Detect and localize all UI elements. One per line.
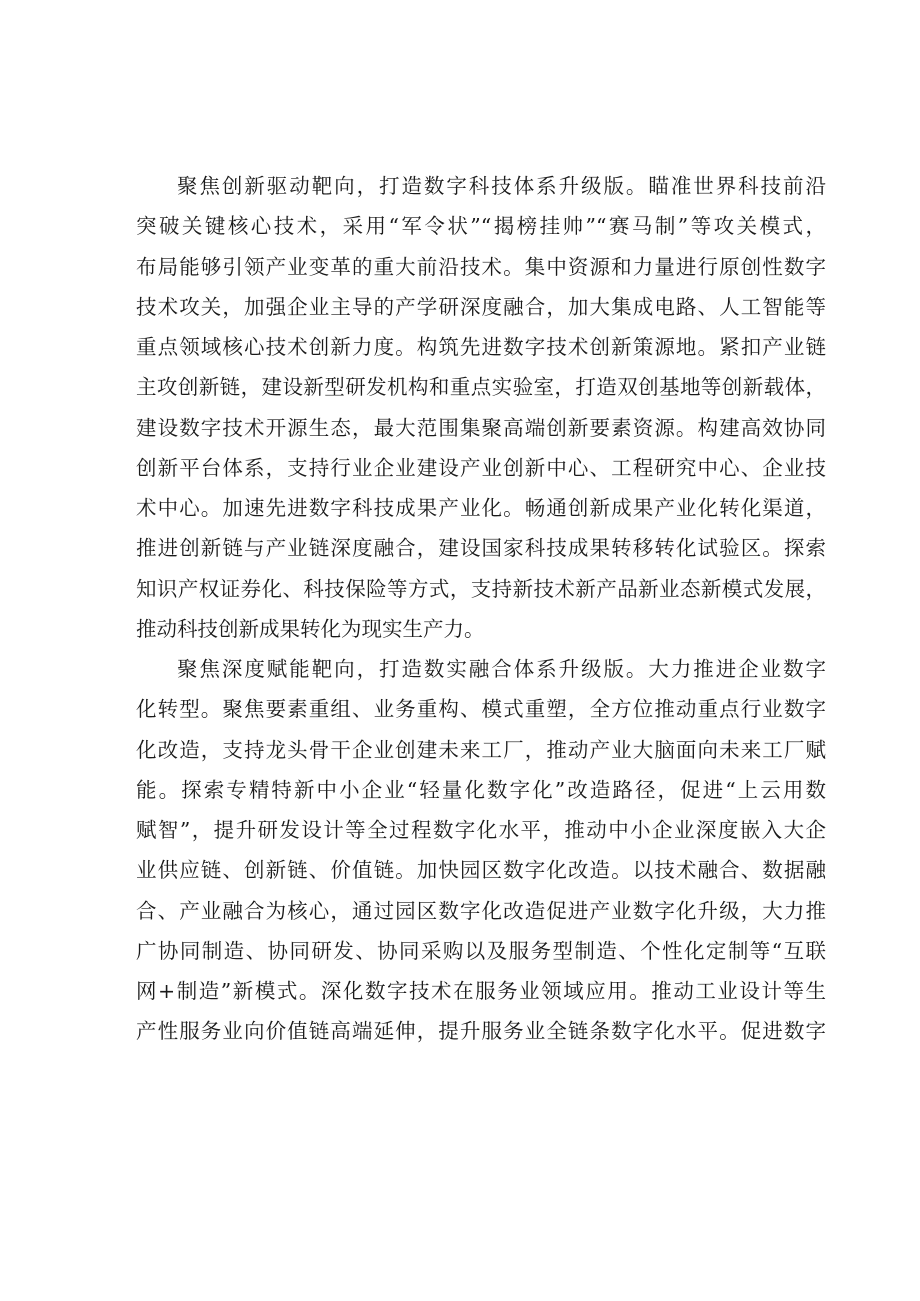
paragraph-1-line: 技术攻关，加强企业主导的产学研深度融合，加大集成电路、人工智能等 — [136, 294, 826, 319]
paragraph-2-line: 化改造，支持龙头骨干企业创建未来工厂，推动产业大脑面向未来工厂赋 — [136, 737, 826, 762]
paragraph-1-line: 重点领域核心技术创新力度。构筑先进数字技术创新策源地。紧扣产业链 — [136, 335, 826, 359]
paragraph-1-line: 主攻创新链，建设新型研发机构和重点实验室，打造双创基地等创新载体， — [136, 375, 826, 400]
paragraph-1-line: 知识产权证券化、科技保险等方式，支持新技术新产品新业态新模式发展， — [136, 576, 826, 601]
body-text — [136, 166, 826, 1052]
paragraph-1-line: 术中心。加速先进数字科技成果产业化。畅通创新成果产业化转化渠道， — [136, 496, 826, 520]
paragraph-1-line: 推动科技创新成果转化为现实生产力。 — [136, 616, 485, 641]
paragraph-2-line: 产性服务业向价值链高端延伸，提升服务业全链条数字化水平。促进数字 — [136, 1019, 826, 1044]
paragraph-2-line: 网+制造”新模式。深化数字技术在服务业领域应用。推动工业设计等生 — [136, 979, 826, 1003]
paragraph-2-line: 合、产业融合为核心，通过园区数字化改造促进产业数字化升级，大力推 — [136, 898, 826, 923]
paragraph-1-line: 布局能够引领产业变革的重大前沿技术。集中资源和力量进行原创性数字 — [136, 254, 826, 279]
paragraph-1-line: 推进创新链与产业链深度融合，建设国家科技成果转移转化试验区。探索 — [136, 536, 826, 561]
paragraph-2-line: 赋智”，提升研发设计等全过程数字化水平，推动中小企业深度嵌入大企 — [136, 818, 826, 842]
paragraph-2-line: 能。探索专精特新中小企业“轻量化数字化”改造路径，促进“上云用数 — [136, 777, 826, 802]
paragraph-2-line: 化转型。聚焦要素重组、业务重构、模式重塑，全方位推动重点行业数字 — [136, 697, 826, 722]
paragraph-1-line: 聚焦创新驱动靶向，打造数字科技体系升级版。瞄准世界科技前沿 — [177, 174, 826, 198]
paragraph-2-line: 业供应链、创新链、价值链。加快园区数字化改造。以技术融合、数据融 — [136, 858, 826, 883]
paragraph-1-line: 建设数字技术开源生态，最大范围集聚高端创新要素资源。构建高效协同 — [136, 415, 826, 440]
paragraph-2-line: 聚焦深度赋能靶向，打造数实融合体系升级版。大力推进企业数字 — [177, 657, 826, 681]
paragraph-1-line: 突破关键核心技术，采用“军令状”“揭榜挂帅”“赛马制”等攻关模式， — [136, 214, 826, 239]
paragraph-2-line: 广协同制造、协同研发、协同采购以及服务型制造、个性化定制等“互联 — [136, 938, 826, 963]
paragraph-1-line: 创新平台体系，支持行业企业建设产业创新中心、工程研究中心、企业技 — [136, 455, 826, 480]
